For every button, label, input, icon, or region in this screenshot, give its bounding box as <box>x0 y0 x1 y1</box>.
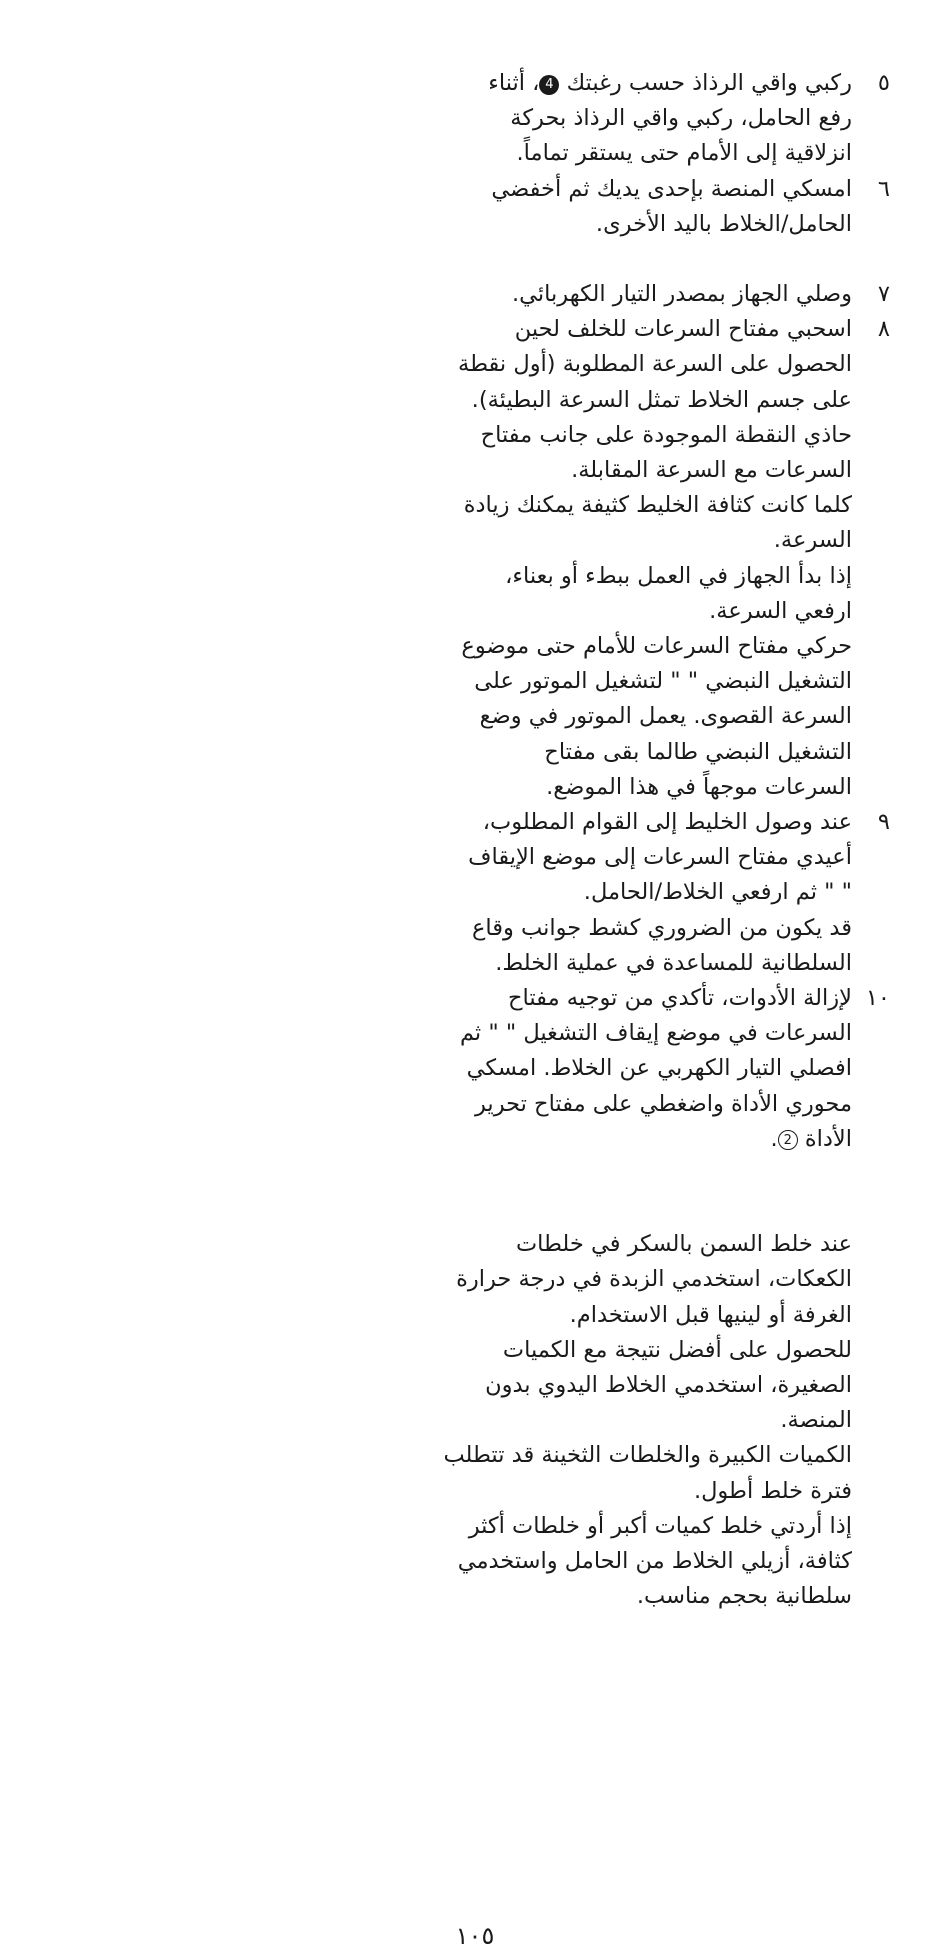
line-text: ركبي واقي الرذاذ حسب رغبتك <box>559 70 852 96</box>
step-line: السرعات موجهاً في هذا الموضع. <box>546 773 852 800</box>
step-number: ٦ <box>877 175 890 202</box>
step-line: السرعة. <box>773 527 852 554</box>
step-line: ارفعي السرعة. <box>709 597 852 624</box>
tip-line: كثافة، أزيلي الخلاط من الحامل واستخدمي <box>457 1547 852 1574</box>
step-line <box>470 66 852 101</box>
instructions-column <box>443 66 890 1614</box>
tip-line: الغرفة أو لينيها قبل الاستخدام. <box>569 1301 852 1328</box>
step-line: لإزالة الأدوات، تأكدي من توجيه مفتاح <box>508 985 852 1012</box>
line-text: الأداة <box>797 1125 852 1152</box>
step-line: قد يكون من الضروري كشط جوانب وقاع <box>471 914 852 941</box>
step-line: حركي مفتاح السرعات للأمام حتى موضوع <box>461 633 852 660</box>
step-line: السرعات مع السرعة المقابلة. <box>571 457 852 484</box>
step-line: انزلاقية إلى الأمام حتى يستقر تماماً. <box>516 140 852 167</box>
step-line: على جسم الخلاط تمثل السرعة البطيئة). <box>471 386 852 413</box>
step-line <box>470 1122 852 1157</box>
tip-line: الكميات الكبيرة والخلطات الثخينة قد تتطلب <box>443 1442 852 1469</box>
tip-line: للحصول على أفضل نتيجة مع الكميات <box>502 1336 852 1363</box>
spacer <box>470 1157 890 1227</box>
step-line: اسحبي مفتاح السرعات للخلف لحين <box>514 316 852 343</box>
step-number: ٨ <box>877 316 890 343</box>
step-line: كلما كانت كثافة الخليط كثيفة يمكنك زيادة <box>463 492 852 519</box>
step-line: امسكي المنصة بإحدى يديك ثم أخفضي <box>491 175 852 202</box>
step-line: محوري الأداة واضغطي على مفتاح تحرير <box>475 1090 852 1117</box>
step-number: ٩ <box>877 809 890 836</box>
figure-callout-4-icon: 4 <box>539 75 559 95</box>
tip-line: إذا أردتي خلط كميات أكبر أو خلطات أكثر <box>468 1512 852 1539</box>
step-6 <box>470 172 890 242</box>
step-line: الحامل/الخلاط باليد الأخرى. <box>595 210 852 237</box>
step-number: ٥ <box>877 70 890 96</box>
tip-line: فترة خلط أطول. <box>693 1477 852 1504</box>
step-10 <box>459 981 890 1157</box>
step-5 <box>470 66 890 172</box>
tip-line: المنصة. <box>780 1407 852 1434</box>
step-line: افصلي التيار الكهربي عن الخلاط. امسكي <box>466 1055 852 1082</box>
tip-line: الكعكات، استخدمي الزبدة في درجة حرارة <box>456 1266 852 1293</box>
line-text: . <box>770 1125 778 1152</box>
spacer <box>470 242 890 277</box>
page-number: ١٠٥ <box>455 1922 495 1950</box>
step-line: الحصول على السرعة المطلوبة (أول نقطة <box>458 351 852 378</box>
step-number: ٧ <box>877 281 890 308</box>
step-line: السرعات في موضع إيقاف التشغيل " " ثم <box>459 1020 852 1047</box>
step-line: التشغيل النبضي " " لتشغيل الموتور على <box>474 668 852 695</box>
step-line: عند وصول الخليط إلى القوام المطلوب، <box>482 809 852 836</box>
line-text: ، أثناء <box>488 70 540 96</box>
step-line: " " ثم ارفعي الخلاط/الحامل. <box>583 879 852 906</box>
tip-line: سلطانية بحجم مناسب. <box>636 1583 852 1610</box>
step-number: ١٠ <box>865 985 890 1012</box>
tip-line: عند خلط السمن بالسكر في خلطات <box>515 1231 852 1258</box>
figure-callout-2-icon: 2 <box>778 1130 798 1150</box>
step-line: السرعة القصوى. يعمل الموتور في وضع <box>479 703 852 730</box>
step-line: رفع الحامل، ركبي واقي الرذاذ بحركة <box>510 105 852 132</box>
step-line: أعيدي مفتاح السرعات إلى موضع الإيقاف <box>468 844 852 871</box>
step-line: حاذي النقطة الموجودة على جانب مفتاح <box>480 421 852 448</box>
step-9 <box>470 805 890 981</box>
step-7 <box>470 277 890 312</box>
step-line: وصلي الجهاز بمصدر التيار الكهربائي. <box>512 281 852 308</box>
step-line: إذا بدأ الجهاز في العمل ببطء أو بعناء، <box>505 562 852 589</box>
step-8 <box>458 312 890 805</box>
tips-section <box>443 1227 890 1614</box>
step-line: التشغيل النبضي طالما بقى مفتاح <box>544 738 852 765</box>
step-line: السلطانية للمساعدة في عملية الخلط. <box>495 949 852 976</box>
tip-line: الصغيرة، استخدمي الخلاط اليدوي بدون <box>485 1371 852 1398</box>
